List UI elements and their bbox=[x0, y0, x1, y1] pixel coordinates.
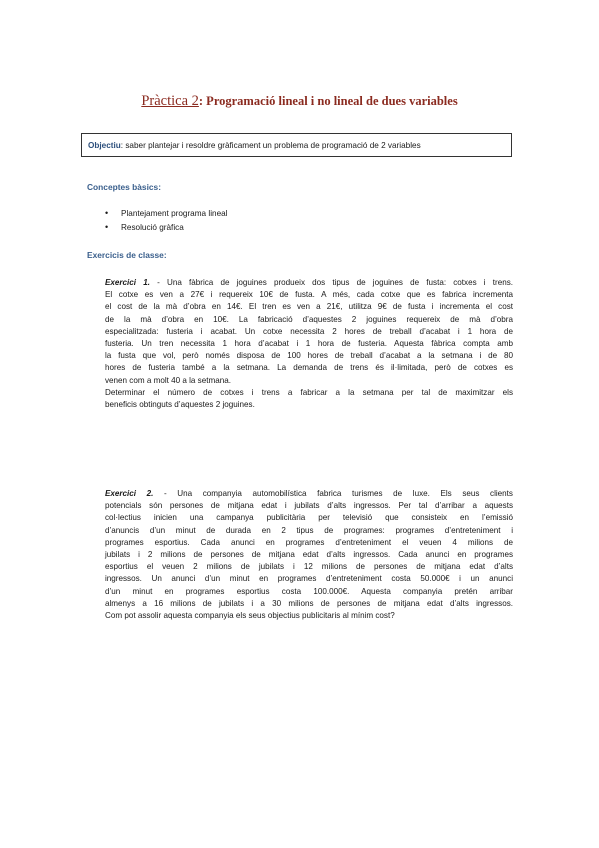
exercise-1-line: la fusta que vol, però només disposa de 100 hores de treball d’acabat a la setmana i de 80 bbox=[105, 351, 513, 361]
list-item: • Resolució gràfica bbox=[105, 221, 228, 235]
exercise-1-line: Determinar el número de cotxes i trens a fabricar a la setmana per tal de maximitzar els bbox=[105, 387, 513, 397]
exercise-2-line: ingressos. Un anunci d’un minut en programes d’entreteniment costa 50.000€ i un anunci bbox=[105, 574, 513, 584]
exercise-1-line: el cost de la mà d’obra en 14€. El tren es ven a 21€, utilitza 9€ de fusta i incrementa el cost bbox=[105, 302, 513, 312]
exercise-2-line: d’un minut en programes esportius costa 100.000€. Aquesta companyia pretén arribar bbox=[105, 586, 513, 596]
exercise-2-line: d’anuncis d’un minut de durada en 2 tipus de programes: programes d’entreteniment i bbox=[105, 525, 513, 535]
exercise-2 bbox=[105, 488, 513, 622]
objective-box bbox=[81, 133, 512, 157]
list-item: • Plantejament programa lineal bbox=[105, 207, 228, 221]
exercises-heading: Exercicis de classe: bbox=[87, 250, 167, 260]
exercise-1-line: beneficis obtinguts d’aquestes 2 joguines. bbox=[105, 400, 255, 410]
title-rest: : Programació lineal i no lineal de dues variables bbox=[198, 94, 458, 108]
exercise-1-line: fusteria. Un tren necessita 1 hora d’acabat i 1 hora de fusteria. Aquesta fàbrica compta amb bbox=[105, 339, 513, 349]
title-lead: Pràctica 2 bbox=[141, 93, 199, 109]
exercise-1-line: venen com a molt 40 a la setmana. bbox=[105, 375, 231, 385]
exercise-2-line: programes esportius. Cada anunci en programes d’entreteniment el veuen 4 milions de bbox=[105, 537, 513, 547]
exercise-2-label: Exercici 2. bbox=[105, 489, 154, 498]
exercise-2-line: almenys a 16 milions de jubilats i a 30 milions de persones de mitjana edat d’alts ingressos. bbox=[105, 598, 513, 608]
concepts-heading: Conceptes bàsics: bbox=[87, 182, 162, 192]
exercise-2-line: potencials són persones de mitjana edat i jubilats d’alts ingressos. Per tal d’arribar a aquests bbox=[105, 501, 513, 511]
exercise-2-line: jubilats i 2 milions de persones de mitjana edat d’alts ingressos. Cada anunci en programes bbox=[105, 550, 513, 560]
exercise-2-line: Com pot assolir aquesta companyia els seus objectius publicitaris al mínim cost? bbox=[105, 611, 395, 621]
objective-text: : saber plantejar i resoldre gràficament un problema de programació de 2 variables bbox=[120, 141, 421, 150]
exercise-1 bbox=[105, 277, 513, 411]
exercise-2-line: esportius el veuen 2 milions de jubilats i 12 milions de persones de mitjana edat d’alts bbox=[105, 562, 513, 572]
exercise-1-line: hores de fusteria també a la setmana. La demanda de trens és il·limitada, però de cotxes es bbox=[105, 363, 513, 373]
exercise-1-line: El cotxe es ven a 27€ i requereix 10€ de fusta. A més, cada cotxe que es fabrica incrementa bbox=[105, 290, 513, 300]
page-title bbox=[0, 93, 599, 110]
exercise-1-line: de la mà d’obra en 10€. La fabricació d’aquestes 2 joguines requereix de mà d’obra bbox=[105, 314, 513, 324]
exercise-2-line: Exercici 2. - Una companyia automobilística fabrica turismes de luxe. Els seus clients bbox=[105, 489, 513, 498]
concepts-list bbox=[105, 207, 228, 234]
objective-label: Objectiu bbox=[88, 141, 121, 150]
exercise-1-label: Exercici 1. bbox=[105, 278, 150, 287]
exercise-1-line: Exercici 1. - Una fàbrica de joguines produeix dos tipus de joguines de fusta: cotxes i trens. bbox=[105, 278, 513, 287]
exercise-2-line: col·lectius inicien una campanya publicitària per televisió que consisteix en l’emissió bbox=[105, 513, 513, 523]
exercise-1-line: especialitzada: fusteria i acabat. Un cotxe necessita 2 hores de treball d’acabat i 1 hora de bbox=[105, 326, 513, 336]
